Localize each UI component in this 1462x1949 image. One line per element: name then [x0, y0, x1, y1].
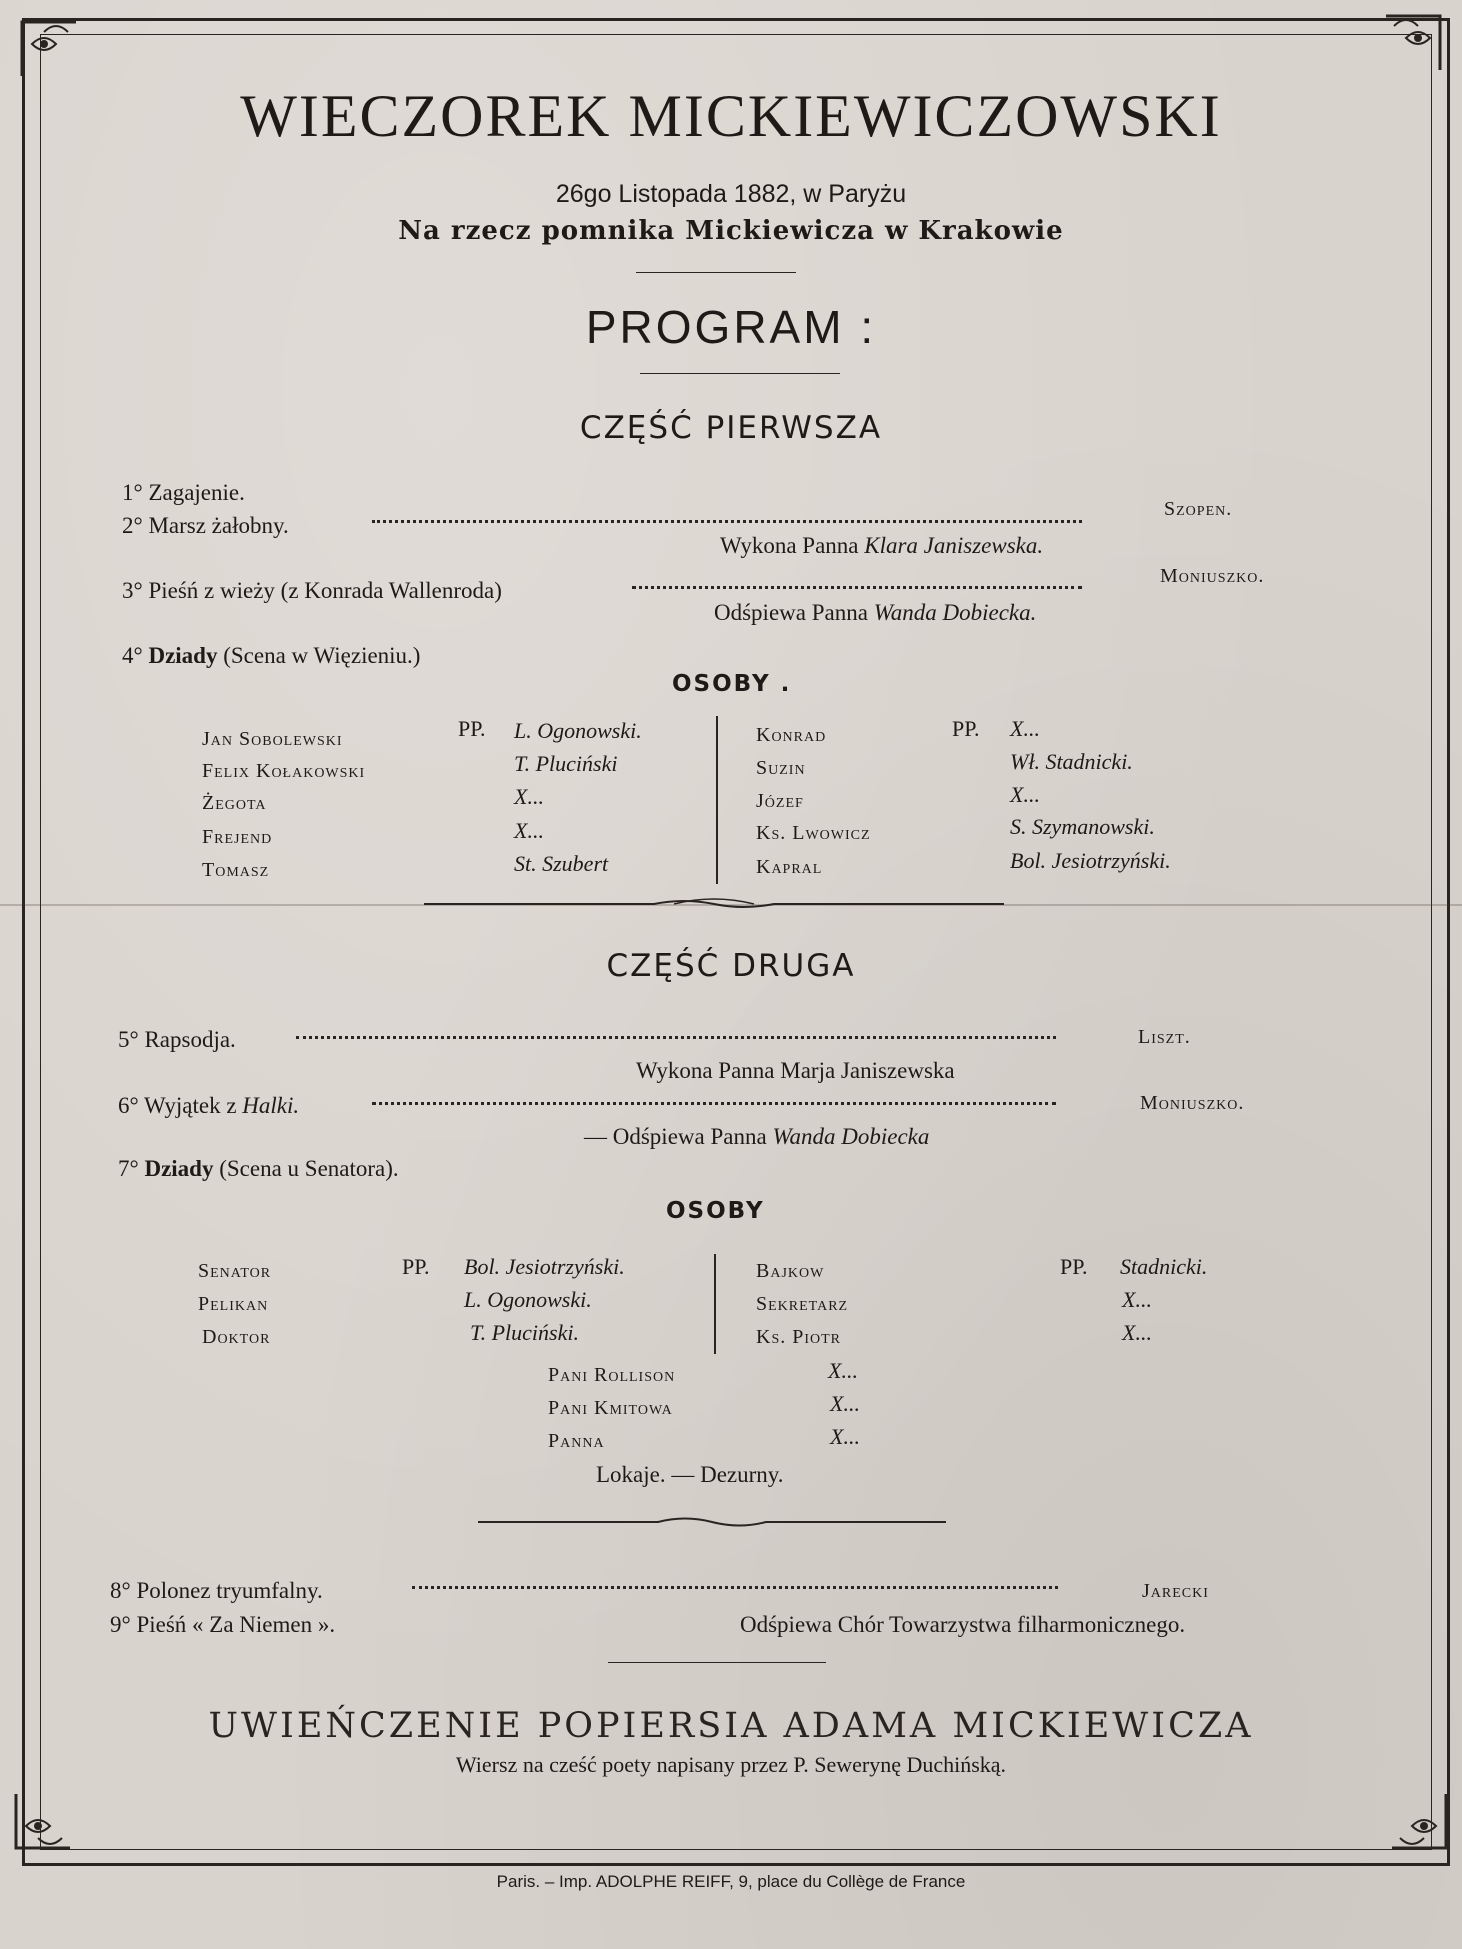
cast-role: Felix Kołakowski — [202, 760, 366, 782]
cast-actor: St. Szubert — [514, 851, 609, 876]
cast-actor: X... — [514, 818, 544, 843]
cast-actor: X... — [830, 1391, 860, 1416]
cast-role: Bajkow — [756, 1260, 825, 1282]
composer-name: Moniuszko. — [1160, 565, 1265, 587]
corner-ornament-icon — [1384, 1786, 1454, 1856]
performer-line: Odśpiewa Panna Wanda Dobiecka. — [714, 600, 1037, 625]
cast-actor: L. Ogonowski. — [514, 718, 642, 743]
program-item: 6° Wyjątek z Halki. — [118, 1093, 300, 1118]
cast-role: Ks. Lwowicz — [756, 822, 871, 844]
closing-heading: UWIEŃCZENIE POPIERSIA ADAMA MICKIEWICZA — [208, 1706, 1254, 1746]
cast-role: Panna — [548, 1430, 605, 1452]
cast-actor: X... — [830, 1424, 860, 1449]
column-divider — [714, 1254, 716, 1354]
cast-actor: X... — [1122, 1287, 1152, 1312]
cast-heading: OSOBY — [666, 1198, 765, 1224]
pp-label: PP. — [952, 716, 980, 741]
corner-ornament-icon — [1378, 8, 1448, 78]
program-heading: PROGRAM : — [585, 301, 877, 353]
program-item: 9° Pieśń « Za Niemen ». — [110, 1612, 336, 1637]
cast-actor: Stadnicki. — [1120, 1254, 1208, 1279]
cast-role: Suzin — [756, 757, 806, 779]
cast-actor: L. Ogonowski. — [464, 1287, 592, 1312]
cast-actor: X... — [514, 784, 544, 809]
cast-role: Tomasz — [202, 859, 270, 881]
cast-role: Ks. Piotr — [756, 1326, 842, 1348]
cast-actor: Bol. Jesiotrzyński. — [1010, 848, 1171, 873]
cast-role: Jan Sobolewski — [202, 728, 343, 750]
pp-label: PP. — [1060, 1254, 1088, 1279]
part-two-heading: CZĘŚĆ DRUGA — [606, 948, 856, 984]
page-title: WIECZOREK MICKIEWICZOWSKI — [240, 83, 1222, 149]
closing-subtitle: Wiersz na cześć poety napisany przez P. Sewerynę Duchińską. — [455, 1752, 1007, 1777]
divider — [640, 373, 840, 374]
composer-name: Jarecki — [1142, 1580, 1209, 1602]
cast-role: Konrad — [756, 724, 827, 746]
performer-line: Odśpiewa Chór Towarzystwa filharmonicznego. — [740, 1612, 1186, 1637]
composer-name: Moniuszko. — [1140, 1092, 1245, 1114]
performer-line: — Odśpiewa Panna Wanda Dobiecka — [584, 1124, 930, 1149]
cast-role: Pelikan — [198, 1293, 269, 1315]
cast-role: Żegota — [202, 792, 267, 814]
cast-actor: Bol. Jesiotrzyński. — [464, 1254, 625, 1279]
divider — [608, 1662, 826, 1663]
leader-dots — [372, 1100, 1056, 1105]
cast-role: Pani Rollison — [548, 1364, 676, 1386]
program-item: 1° Zagajenie. — [122, 480, 245, 505]
cast-role: Senator — [198, 1260, 272, 1282]
program-item: 8° Polonez tryumfalny. — [110, 1578, 323, 1603]
leader-dots — [296, 1034, 1056, 1039]
pp-label: PP. — [458, 716, 486, 741]
program-item: 5° Rapsodja. — [118, 1027, 236, 1052]
leader-dots — [632, 584, 1082, 589]
performer-line: Wykona Panna Marja Janiszewska — [636, 1058, 955, 1083]
leader-dots — [372, 518, 1082, 523]
divider — [636, 272, 796, 273]
cast-heading: OSOBY . — [672, 671, 792, 697]
leader-dots — [412, 1584, 1058, 1589]
cast-actor: T. Pluciński — [514, 751, 618, 776]
cast-role: Józef — [756, 790, 804, 812]
cast-actor: T. Pluciński. — [470, 1320, 579, 1345]
performer-line: Wykona Panna Klara Janiszewska. — [720, 533, 1044, 558]
cast-role: Sekretarz — [756, 1293, 849, 1315]
ornamental-divider-icon — [424, 896, 1004, 912]
cast-actor: X... — [828, 1358, 858, 1383]
composer-name: Liszt. — [1138, 1026, 1191, 1048]
program-item: 7° Dziady (Scena u Senatora). — [118, 1156, 399, 1181]
program-item: 2° Marsz żałobny. — [122, 513, 289, 538]
cast-actor: X... — [1010, 716, 1040, 741]
cast-role: Frejend — [202, 826, 273, 848]
cast-actor: S. Szymanowski. — [1010, 814, 1155, 839]
cast-actor: Wł. Stadnicki. — [1010, 749, 1133, 774]
part-one-heading: CZĘŚĆ PIERWSZA — [579, 410, 883, 446]
pp-label: PP. — [402, 1254, 430, 1279]
composer-name: Szopen. — [1164, 498, 1233, 520]
corner-ornament-icon — [14, 14, 84, 84]
cast-role: Pani Kmitowa — [548, 1397, 673, 1419]
cast-role: Kapral — [756, 856, 823, 878]
program-item: 4° Dziady (Scena w Więzieniu.) — [122, 643, 421, 668]
corner-ornament-icon — [8, 1786, 78, 1856]
cast-actor: X... — [1122, 1320, 1152, 1345]
printer-imprint: Paris. – Imp. ADOLPHE REIFF, 9, place du Collège de France — [496, 1872, 966, 1891]
event-date: 26go Listopada 1882, w Paryżu — [555, 180, 907, 208]
event-cause: Na rzecz pomnika Mickiewicza w Krakowie — [398, 216, 1064, 246]
cast-role: Doktor — [202, 1326, 271, 1348]
cast-actor: X... — [1010, 782, 1040, 807]
program-item: 3° Pieśń z wieży (z Konrada Wallenroda) — [122, 578, 502, 603]
cast-extras: Lokaje. — Dezurny. — [596, 1462, 784, 1487]
ornamental-divider-icon — [478, 1514, 946, 1530]
column-divider — [716, 716, 718, 884]
